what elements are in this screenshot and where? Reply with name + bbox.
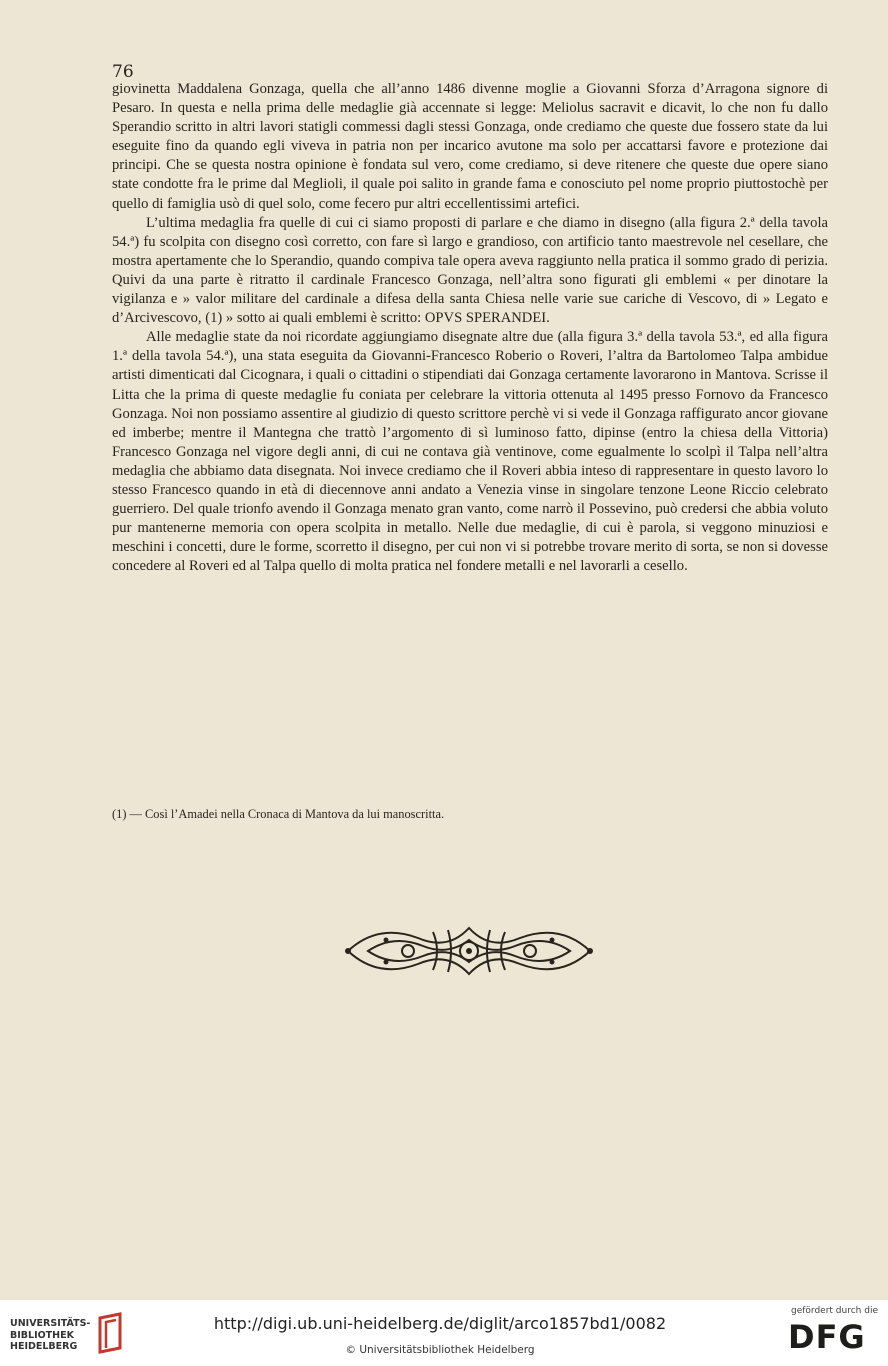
body-text xyxy=(112,80,828,576)
library-name xyxy=(10,1318,90,1353)
library-line: UNIVERSITÄTS- xyxy=(10,1318,91,1329)
footnote: (1) — Così l’Amadei nella Cronaca di Mantova da lui manoscritta. xyxy=(112,807,445,821)
library-line: HEIDELBERG xyxy=(10,1341,78,1353)
document-url-link[interactable]: http://digi.ub.uni-heidelberg.de/diglit/arco1857bd1/0082 xyxy=(213,1314,667,1333)
dfg-logo-icon: DFG xyxy=(788,1318,866,1356)
library-line: BIBLIOTHEK xyxy=(10,1329,74,1341)
paragraph-1: giovinetta Maddalena Gonzaga, quella che all’anno 1486 divenne moglie a Giovanni Sforza d’Arragona signore di Pesaro. In questa e nella prima delle medaglie già accennate si legge: Meliolus sacravit e dicavit, lo che non fu dallo Sperandio scritto in altri lavori statigli commessi dagli stessi Gonzaga, onde crediamo che queste due fossero state da lui eseguite fino da quando egli viveva in patria non per incarico avutone ma solo per accattarsi favore e protezione dai principi. Che se questa nostra opinione è fondata sul vero, come crediamo, si deve ritenere che queste due opere siano state condotte fra le prime dal Meglioli, il quale poi salito in grande fama e conosciuto pel nome proprio piuttostochè per quello di famiglia usò di quel solo, come fecero pur altri eccellentissimi artefici. xyxy=(112,81,828,212)
paragraph-3: Alle medaglie state da noi ricordate aggiungiamo disegnate altre due (alla figura 3.ª della tavola 53.ª, ed alla figura 1.ª della tavola 54.ª), una stata eseguita da Giovanni-Francesco Roberio o Roveri, l’altra da Bartolomeo Talpa ambidue artisti dimenticati dal Cicognara, i quali o cittadini o stipendiati dai Gonzaga certamente lavorarono in Mantova. Scrisse il Litta che la prima di queste medaglie fu coniata per celebrare la vittoria ottenuta al 1495 presso Fornovo da Francesco Gonzaga. Noi non possiamo assentire al giudizio di questo scrittore perchè vi si vede il Gonzaga raffigurato ancor giovane ed imberbe; mentre il Mantegna che trattò l’argomento di sì luminoso fatto, dipinse (entro la chiesa della Vittoria) Francesco Gonzaga nel vigore degli anni, di cui ne contava già ventinove, come egualmente lo scolpì il Talpa nell’altra medaglia che abbiamo data disegnata. Noi invece crediamo che il Roveri abbia inteso di rappresentare in questo lavoro lo stesso Francesco quando in età di diecennove anni andato a Venezia vinse in singolare tenzone Leone Riccio celebrato guerriero. Del quale trionfo avendo il Gonzaga menato gran vanto, come narrò il Possevino, può credersi che abbia voluto pur mantenerne memoria con opera scolpita in metallo. Nelle due medaglie, di cui è parola, si veggono minuziosi e meschini i concetti, dure le forme, scorretto il disegno, per cui non vi si potrebbe trovare merito di sorta, se non si dovesse concedere al Roveri ed al Talpa quello di molta pratica nel fondere metalli e nel lavorarli a cesello. xyxy=(112,329,828,575)
library-mark-icon xyxy=(94,1312,126,1354)
paragraph-2: L’ultima medaglia fra quelle di cui ci siamo proposti di parlare e che diamo in disegno (alla figura 2.ª della tavola 54.ª) fu scolpita con disegno così corretto, con fare sì largo e grandioso, con artificio tanto maestrevole nel cesellare, che mostra apertamente che lo Sperandio, quando compiva tale opera aveva raggiunto nella pratica il sommo grado di perizia. Quivi da una parte è ritratto il cardinale Francesco Gonzaga, nell’altra sono figurati gli emblemi « per dinotare la vigilanza e » valor militare del cardinale a difesa della santa Chiesa nelle varie sue cariche di Vescovo, di » Legato e d’Arcivescovo, (1) » sotto ai quali emblemi è scritto: OPVS SPERANDEI. xyxy=(112,214,828,327)
footer-bar xyxy=(0,1300,888,1366)
page-number: 76 xyxy=(112,62,134,82)
floral-ornament-icon xyxy=(338,918,600,984)
dfg-sponsor[interactable] xyxy=(770,1306,878,1362)
document-url xyxy=(180,1314,700,1333)
sponsor-caption: gefördert durch die xyxy=(791,1306,878,1316)
heidelberg-library-logo-icon[interactable] xyxy=(10,1310,130,1356)
copyright-notice: © Universitätsbibliothek Heidelberg xyxy=(345,1344,535,1356)
